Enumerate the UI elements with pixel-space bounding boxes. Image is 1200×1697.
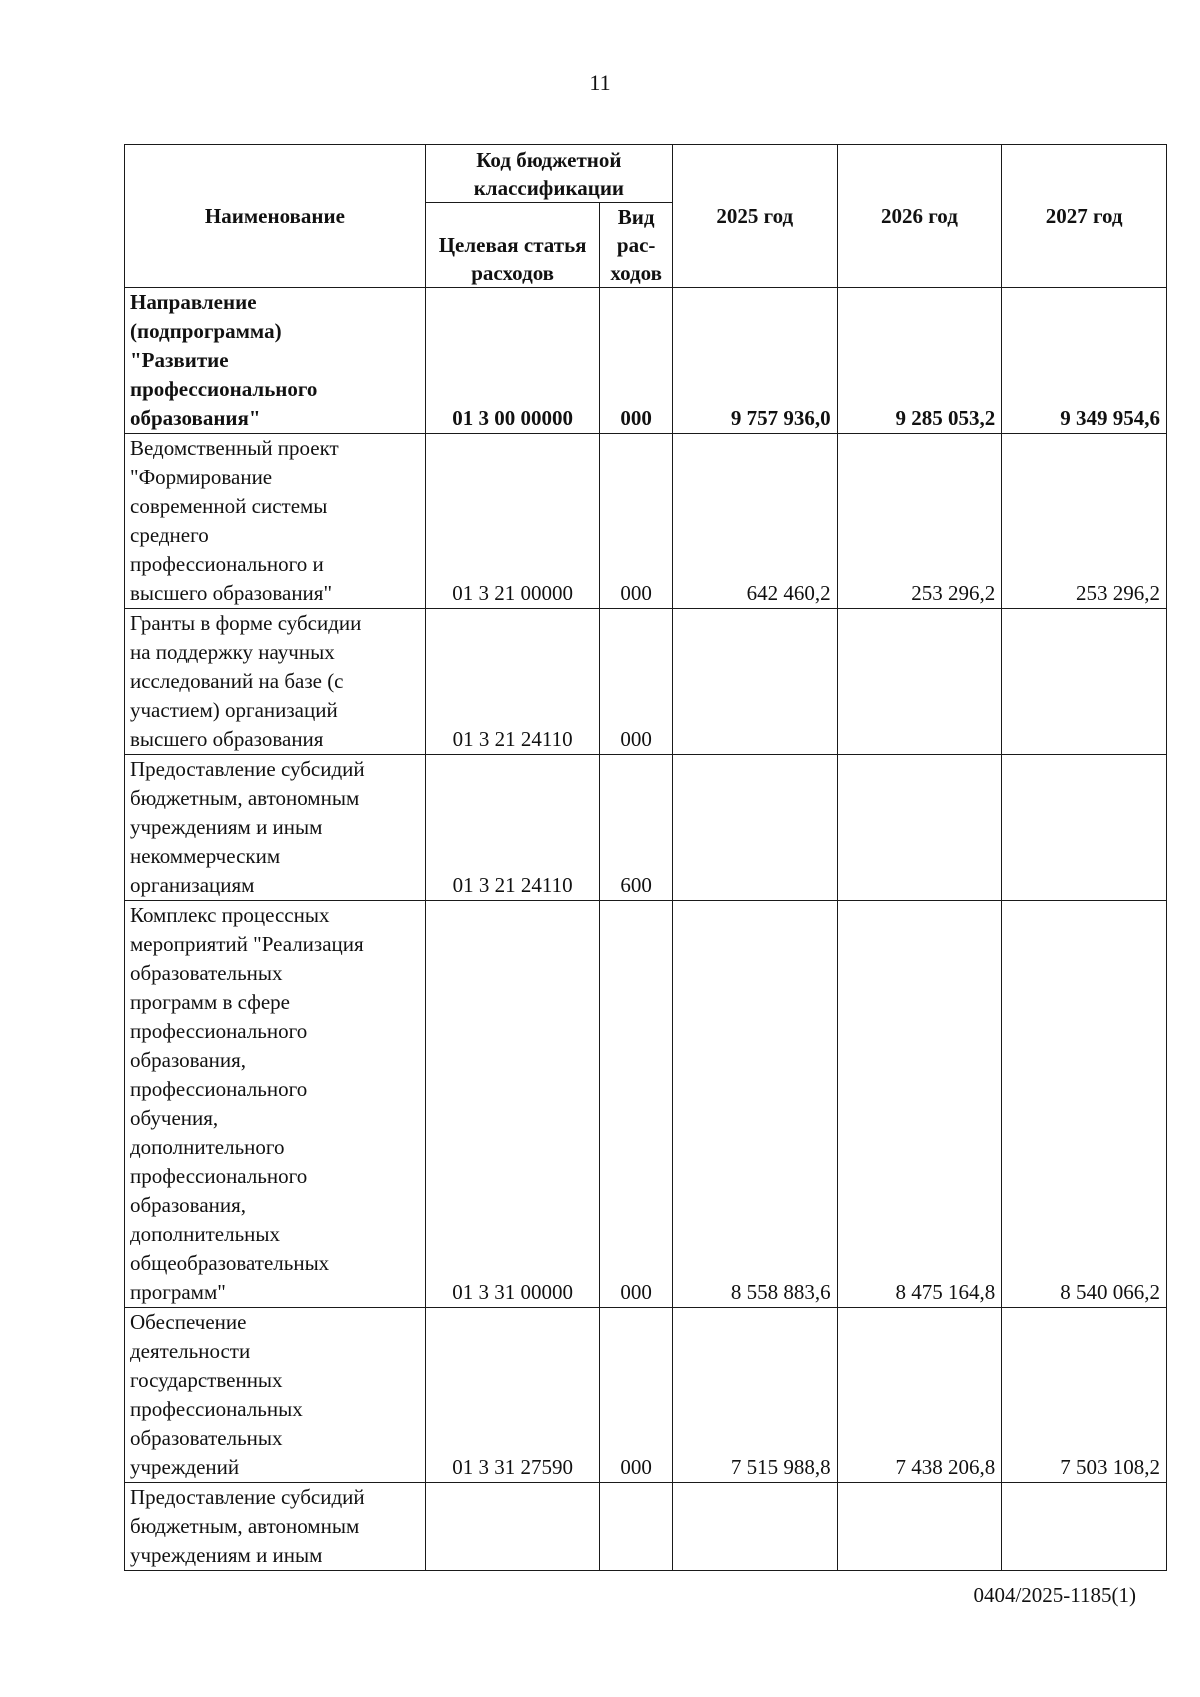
row-expense-kind: 000 xyxy=(600,434,672,609)
row-expense-kind: 000 xyxy=(600,1308,672,1483)
header-expense-kind: Вид рас-ходов xyxy=(600,203,672,288)
table-row xyxy=(125,901,1167,1308)
table-row xyxy=(125,1308,1167,1483)
row-value-2026: 253 296,2 xyxy=(837,434,1002,609)
page-number: 11 xyxy=(589,70,611,95)
header-year-2027: 2027 год xyxy=(1002,145,1167,288)
budget-table xyxy=(124,144,1167,1571)
header-target-article: Целевая статья расходов xyxy=(425,203,600,288)
row-value-2026 xyxy=(837,609,1002,755)
row-expense-kind: 000 xyxy=(600,609,672,755)
row-target-code: 01 3 31 00000 xyxy=(425,901,600,1308)
table-row xyxy=(125,609,1167,755)
row-value-2027: 7 503 108,2 xyxy=(1002,1308,1167,1483)
row-target-code: 01 3 31 27590 xyxy=(425,1308,600,1483)
row-target-code: 01 3 21 24110 xyxy=(425,755,600,901)
header-row-top xyxy=(125,145,1167,203)
header-year-2026: 2026 год xyxy=(837,145,1002,288)
row-value-2025 xyxy=(672,755,837,901)
row-name: Обеспечение деятельности государственных профессиональных образовательных учреждений xyxy=(125,1308,426,1483)
row-value-2027: 253 296,2 xyxy=(1002,434,1167,609)
row-target-code: 01 3 00 00000 xyxy=(425,288,600,434)
row-expense-kind: 000 xyxy=(600,901,672,1308)
table-row xyxy=(125,434,1167,609)
row-value-2027 xyxy=(1002,755,1167,901)
row-value-2026: 7 438 206,8 xyxy=(837,1308,1002,1483)
row-value-2025: 642 460,2 xyxy=(672,434,837,609)
row-target-code: 01 3 21 00000 xyxy=(425,434,600,609)
row-name: Комплекс процессных мероприятий "Реализация образовательных программ в сфере профессионального образования, профессионального обучения, дополнительного профессионального образования, дополнительных общеобразовательных программ" xyxy=(125,901,426,1308)
row-value-2025 xyxy=(672,1483,837,1571)
row-value-2026 xyxy=(837,755,1002,901)
row-value-2027: 9 349 954,6 xyxy=(1002,288,1167,434)
document-id: 0404/2025-1185(1) xyxy=(973,1583,1136,1607)
table-row xyxy=(125,1483,1167,1571)
row-value-2027: 8 540 066,2 xyxy=(1002,901,1167,1308)
row-value-2025 xyxy=(672,609,837,755)
row-value-2025: 7 515 988,8 xyxy=(672,1308,837,1483)
row-value-2025: 9 757 936,0 xyxy=(672,288,837,434)
row-value-2026: 8 475 164,8 xyxy=(837,901,1002,1308)
table-row xyxy=(125,288,1167,434)
row-name: Гранты в форме субсидии на поддержку научных исследований на базе (с участием) организаций высшего образования xyxy=(125,609,426,755)
header-year-2025: 2025 год xyxy=(672,145,837,288)
row-name: Предоставление субсидий бюджетным, автономным учреждениям и иным некоммерческим организациям xyxy=(125,755,426,901)
row-expense-kind: 000 xyxy=(600,288,672,434)
row-name: Предоставление субсидий бюджетным, автономным учреждениям и иным xyxy=(125,1483,426,1571)
row-value-2025: 8 558 883,6 xyxy=(672,901,837,1308)
row-name: Направление (подпрограмма) "Развитие профессионального образования" xyxy=(125,288,426,434)
row-value-2026 xyxy=(837,1483,1002,1571)
row-value-2027 xyxy=(1002,1483,1167,1571)
row-expense-kind: 600 xyxy=(600,755,672,901)
row-value-2027 xyxy=(1002,609,1167,755)
row-target-code: 01 3 21 24110 xyxy=(425,609,600,755)
row-name: Ведомственный проект "Формирование современной системы среднего профессионального и высшего образования" xyxy=(125,434,426,609)
row-target-code xyxy=(425,1483,600,1571)
table-row xyxy=(125,755,1167,901)
row-value-2026: 9 285 053,2 xyxy=(837,288,1002,434)
header-budget-code: Код бюджетной классификации xyxy=(425,145,672,203)
row-expense-kind xyxy=(600,1483,672,1571)
header-name: Наименование xyxy=(125,145,426,288)
